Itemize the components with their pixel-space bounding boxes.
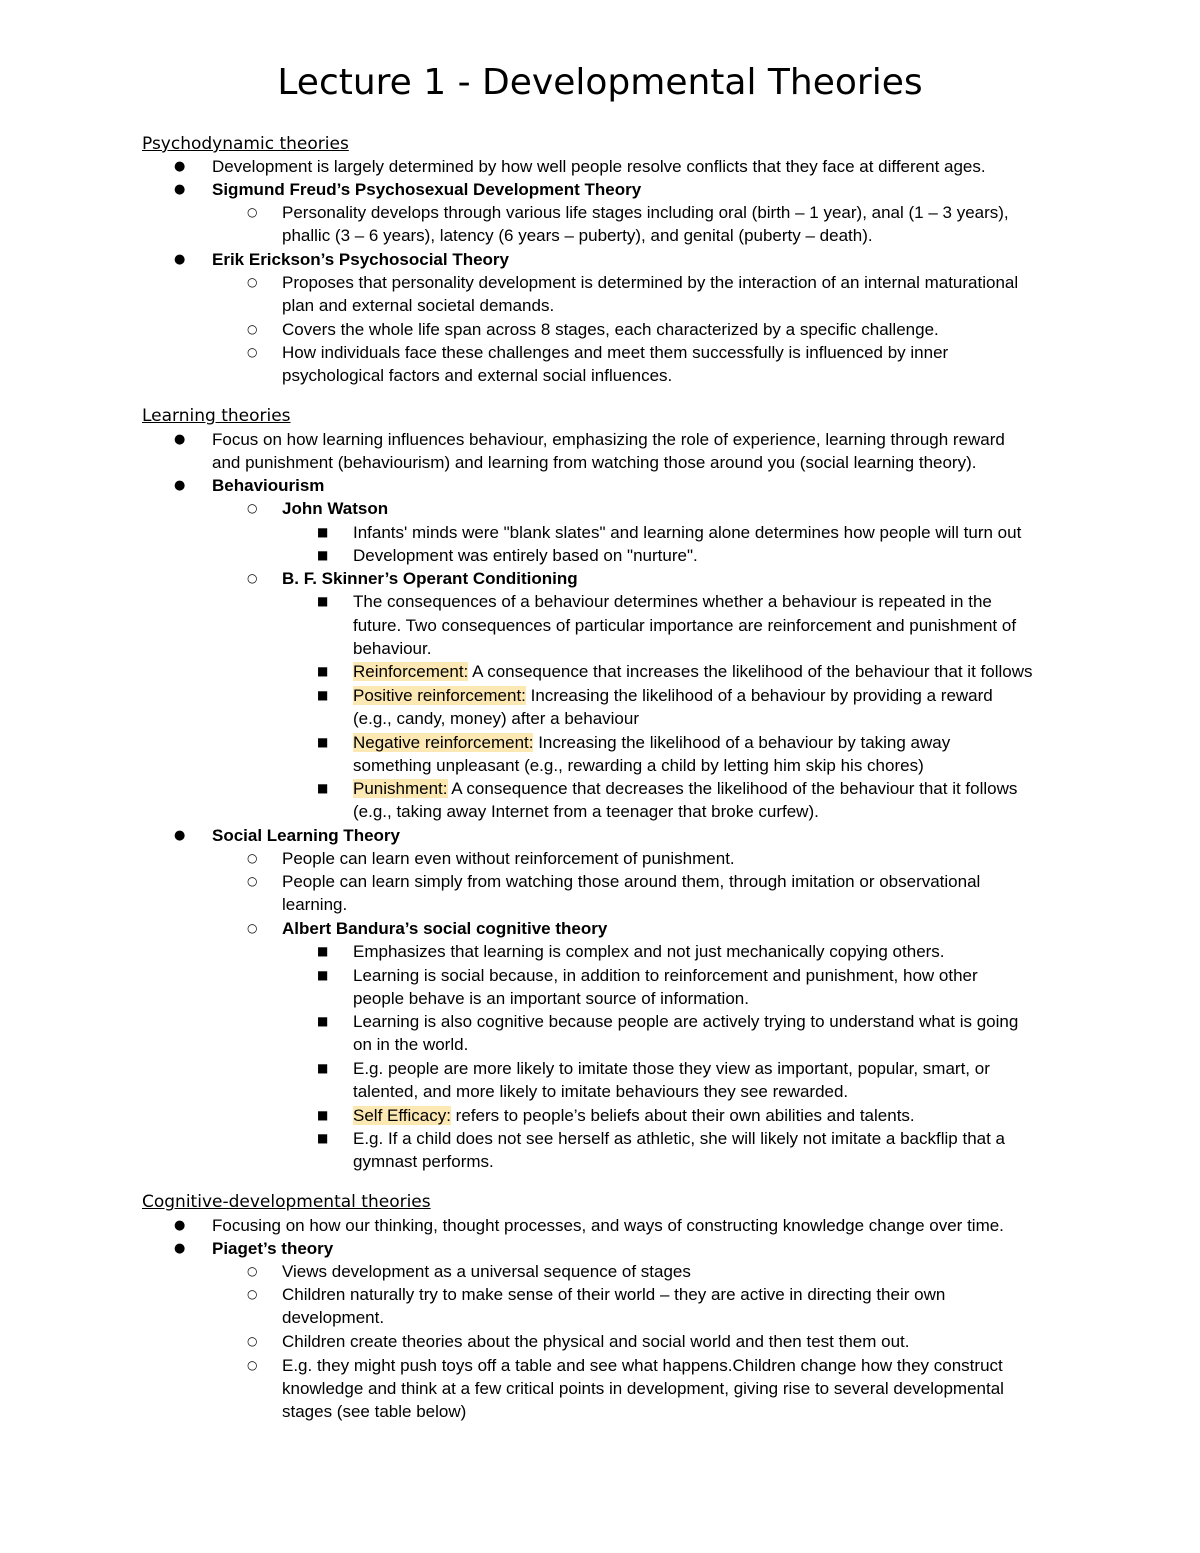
positive-reinforcement-term: Positive reinforcement: [353, 686, 526, 705]
bullet-circle: ○ [247, 1334, 258, 1348]
positive-reinforcement-definition [353, 684, 993, 707]
bullet-circle: ○ [247, 1287, 258, 1301]
bandura-point-line: gymnast performs. [353, 1152, 494, 1171]
positive-reinforcement-line: (e.g., candy, money) after a behaviour [353, 709, 640, 728]
learning-intro-line: Focus on how learning influences behaviour, emphasizing the role of experience, learning through reward [212, 430, 1005, 449]
watson-point: Development was entirely based on "nurture". [353, 546, 698, 565]
social-learning-point: People can learn even without reinforcement of punishment. [282, 849, 735, 868]
bullet-square: ■ [317, 664, 329, 678]
bullet-dot: ● [174, 159, 186, 174]
bandura-point-line: talented, and more likely to imitate behaviours they see rewarded. [353, 1082, 849, 1101]
bullet-circle: ○ [247, 275, 258, 289]
bullet-square: ■ [317, 1014, 329, 1028]
bandura-point-line: Learning is social because, in addition to reinforcement and punishment, how other [353, 966, 978, 985]
bullet-dot: ● [174, 478, 186, 493]
watson-point: Infants' minds were "blank slates" and learning alone determines how people will turn out [353, 523, 1022, 542]
erikson-point-line: How individuals face these challenges and meet them successfully is influenced by inner [282, 343, 949, 362]
bullet-circle: ○ [247, 501, 258, 515]
bullet-square: ■ [317, 688, 329, 702]
section-heading-cognitive: Cognitive-developmental theories [142, 1192, 431, 1212]
piaget-point-line: knowledge and think at a few critical points in development, giving rise to several developmental [282, 1379, 1004, 1398]
freud-point-line: phallic (3 – 6 years), latency (6 years – puberty), and genital (puberty – death). [282, 226, 873, 245]
social-learning-point-line: learning. [282, 895, 348, 914]
bullet-circle: ○ [247, 322, 258, 336]
behaviourism-heading: Behaviourism [212, 476, 325, 495]
psychodynamic-intro: Development is largely determined by how well people resolve conflicts that they face at different ages. [212, 157, 986, 176]
negative-reinforcement-definition [353, 731, 950, 754]
bullet-circle: ○ [247, 1264, 258, 1278]
self-efficacy-term: Self Efficacy: [353, 1106, 451, 1125]
freud-heading: Sigmund Freud’s Psychosexual Development Theory [212, 180, 642, 199]
bullet-square: ■ [317, 1108, 329, 1122]
positive-reinforcement-text: Increasing the likelihood of a behaviour by providing a reward [525, 686, 993, 705]
bullet-square: ■ [317, 781, 329, 795]
bandura-point-line: people behave is an important source of information. [353, 989, 749, 1008]
negative-reinforcement-text: Increasing the likelihood of a behaviour by taking away [533, 733, 951, 752]
bullet-circle: ○ [247, 921, 258, 935]
piaget-point-line: development. [282, 1308, 385, 1327]
punishment-definition [353, 777, 1017, 800]
social-learning-heading: Social Learning Theory [212, 826, 400, 845]
piaget-point-line: stages (see table below) [282, 1402, 467, 1421]
freud-point-line: Personality develops through various life stages including oral (birth – 1 year), anal (1 – 3 years), [282, 203, 1009, 222]
section-heading-learning: Learning theories [142, 406, 291, 426]
bandura-point-line: E.g. people are more likely to imitate those they view as important, popular, smart, or [353, 1059, 990, 1078]
bullet-circle: ○ [247, 874, 258, 888]
erikson-point-line: Proposes that personality development is determined by the interaction of an internal maturational [282, 273, 1019, 292]
bullet-square: ■ [317, 548, 329, 562]
bandura-point-line: on in the world. [353, 1035, 469, 1054]
reinforcement-text: A consequence that increases the likelihood of the behaviour that it follows [468, 662, 1033, 681]
erikson-point-line: Covers the whole life span across 8 stages, each characterized by a specific challenge. [282, 320, 939, 339]
self-efficacy-text: refers to people’s beliefs about their own abilities and talents. [450, 1106, 915, 1125]
negative-reinforcement-term: Negative reinforcement: [353, 733, 534, 752]
bullet-dot: ● [174, 432, 186, 447]
bullet-circle: ○ [247, 851, 258, 865]
bullet-circle: ○ [247, 205, 258, 219]
bullet-square: ■ [317, 1061, 329, 1075]
bullet-dot: ● [174, 182, 186, 197]
watson-heading: John Watson [282, 499, 389, 518]
bullet-circle: ○ [247, 1358, 258, 1372]
piaget-point-line: E.g. they might push toys off a table and see what happens.Children change how they construct [282, 1356, 1003, 1375]
bandura-heading: Albert Bandura’s social cognitive theory [282, 919, 608, 938]
bullet-dot: ● [174, 828, 186, 843]
bullet-square: ■ [317, 944, 329, 958]
skinner-point-line: behaviour. [353, 639, 432, 658]
social-learning-point-line: People can learn simply from watching those around them, through imitation or observational [282, 872, 981, 891]
bullet-square: ■ [317, 735, 329, 749]
punishment-line: (e.g., taking away Internet from a teenager that broke curfew). [353, 802, 819, 821]
bandura-point-line: E.g. If a child does not see herself as athletic, she will likely not imitate a backflip that a [353, 1129, 1006, 1148]
reinforcement-definition [353, 660, 1032, 683]
reinforcement-term: Reinforcement: [353, 662, 469, 681]
bandura-point-line: Learning is also cognitive because people are actively trying to understand what is going [353, 1012, 1019, 1031]
punishment-term: Punishment: [353, 779, 448, 798]
erikson-point-line: plan and external societal demands. [282, 296, 555, 315]
bullet-square: ■ [317, 525, 329, 539]
page-title: Lecture 1 - Developmental Theories [277, 62, 923, 103]
bullet-circle: ○ [247, 571, 258, 585]
bullet-square: ■ [317, 1131, 329, 1145]
erikson-point-line: psychological factors and external social influences. [282, 366, 673, 385]
bullet-dot: ● [174, 1241, 186, 1256]
bandura-point: Emphasizes that learning is complex and not just mechanically copying others. [353, 942, 945, 961]
cognitive-intro: Focusing on how our thinking, thought processes, and ways of constructing knowledge change over time. [212, 1216, 1004, 1235]
bullet-square: ■ [317, 968, 329, 982]
learning-intro-line: and punishment (behaviourism) and learning from watching those around you (social learning theory). [212, 453, 977, 472]
punishment-text: A consequence that decreases the likelihood of the behaviour that it follows [447, 779, 1018, 798]
bullet-square: ■ [317, 594, 329, 608]
piaget-heading: Piaget’s theory [212, 1239, 334, 1258]
skinner-point-line: The consequences of a behaviour determines whether a behaviour is repeated in the [353, 592, 992, 611]
piaget-point: Children create theories about the physical and social world and then test them out. [282, 1332, 910, 1351]
bullet-dot: ● [174, 1218, 186, 1233]
skinner-heading: B. F. Skinner’s Operant Conditioning [282, 569, 578, 588]
erikson-heading: Erik Erickson’s Psychosocial Theory [212, 250, 510, 269]
piaget-point-line: Children naturally try to make sense of their world – they are active in directing their own [282, 1285, 946, 1304]
bullet-circle: ○ [247, 345, 258, 359]
section-heading-psychodynamic: Psychodynamic theories [142, 134, 349, 154]
negative-reinforcement-line: something unpleasant (e.g., rewarding a child by letting him skip his chores) [353, 756, 924, 775]
skinner-point-line: future. Two consequences of particular importance are reinforcement and punishment of [353, 616, 1017, 635]
piaget-point: Views development as a universal sequence of stages [282, 1262, 691, 1281]
bullet-dot: ● [174, 252, 186, 267]
self-efficacy-definition [353, 1104, 915, 1127]
